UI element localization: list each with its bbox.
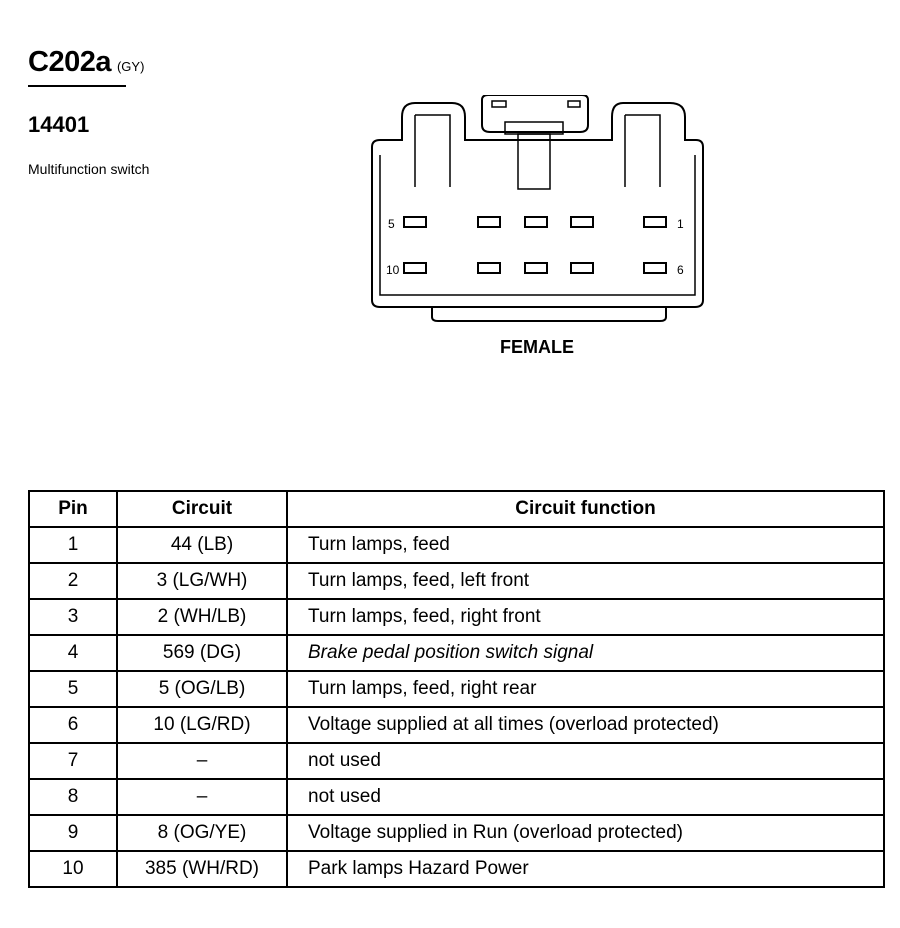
bottom-key-ridge — [432, 307, 666, 321]
table-row — [29, 527, 884, 563]
circuit-cell: – — [117, 779, 287, 815]
circuit-cell: 385 (WH/RD) — [117, 851, 287, 887]
function-cell: Park lamps Hazard Power — [287, 851, 884, 887]
lock-tab-notch-left — [492, 101, 506, 107]
header-pin: Pin — [29, 491, 117, 527]
pin-cell: 2 — [29, 563, 117, 599]
left-latch — [415, 115, 450, 187]
pin-label-10: 10 — [386, 263, 400, 277]
table-row — [29, 635, 884, 671]
function-cell: Turn lamps, feed, right front — [287, 599, 884, 635]
right-latch — [625, 115, 660, 187]
table-row — [29, 671, 884, 707]
circuit-cell: – — [117, 743, 287, 779]
circuit-cell: 44 (LB) — [117, 527, 287, 563]
pin-cavity-3 — [525, 217, 547, 227]
table-row — [29, 707, 884, 743]
circuit-cell: 5 (OG/LB) — [117, 671, 287, 707]
circuit-cell: 2 (WH/LB) — [117, 599, 287, 635]
table-row — [29, 851, 884, 887]
pin-label-6: 6 — [677, 263, 684, 277]
header-circuit-function: Circuit function — [287, 491, 884, 527]
table-row — [29, 599, 884, 635]
pin-cell: 7 — [29, 743, 117, 779]
pin-cell: 10 — [29, 851, 117, 887]
circuit-cell: 8 (OG/YE) — [117, 815, 287, 851]
circuit-cell: 3 (LG/WH) — [117, 563, 287, 599]
function-cell: Brake pedal position switch signal — [287, 635, 884, 671]
pin-label-1: 1 — [677, 217, 684, 231]
function-cell: Turn lamps, feed, left front — [287, 563, 884, 599]
pin-cell: 6 — [29, 707, 117, 743]
pin-cell: 4 — [29, 635, 117, 671]
pin-cavity-2 — [571, 217, 593, 227]
header-circuit: Circuit — [117, 491, 287, 527]
pin-cavity-1 — [644, 217, 666, 227]
part-number: 14401 — [28, 112, 90, 137]
circuit-cell: 569 (DG) — [117, 635, 287, 671]
function-cell: Turn lamps, feed — [287, 527, 884, 563]
function-cell: not used — [287, 779, 884, 815]
table-row — [29, 815, 884, 851]
pin-cavity-8 — [525, 263, 547, 273]
function-cell: Turn lamps, feed, right rear — [287, 671, 884, 707]
table-row — [29, 563, 884, 599]
function-cell: Voltage supplied at all times (overload protected) — [287, 707, 884, 743]
pin-cell: 8 — [29, 779, 117, 815]
connector-color-code: (GY) — [116, 59, 145, 74]
pin-cavity-7 — [571, 263, 593, 273]
pin-cavity-9 — [478, 263, 500, 273]
function-cell: Voltage supplied in Run (overload protected) — [287, 815, 884, 851]
pin-cell: 1 — [29, 527, 117, 563]
lock-tab-notch-right — [568, 101, 580, 107]
table-row — [29, 779, 884, 815]
pin-cavity-5 — [404, 217, 426, 227]
pin-cavity-10 — [404, 263, 426, 273]
pin-cell: 9 — [29, 815, 117, 851]
table-row — [29, 743, 884, 779]
function-cell: not used — [287, 743, 884, 779]
connector-gender-label: FEMALE — [500, 337, 574, 357]
pin-cell: 3 — [29, 599, 117, 635]
connector-face-diagram — [360, 95, 720, 335]
pinout-table — [28, 490, 885, 888]
circuit-cell: 10 (LG/RD) — [117, 707, 287, 743]
pin-label-5: 5 — [388, 217, 395, 231]
connector-header — [28, 46, 144, 79]
pin-cell: 5 — [29, 671, 117, 707]
connector-id: C202a — [28, 46, 111, 78]
connector-id-underline — [28, 85, 126, 87]
pin-cavity-4 — [478, 217, 500, 227]
table-header-row — [29, 491, 884, 527]
lock-tab-stem — [518, 134, 550, 189]
component-name: Multifunction switch — [28, 161, 150, 177]
pin-cavity-6 — [644, 263, 666, 273]
